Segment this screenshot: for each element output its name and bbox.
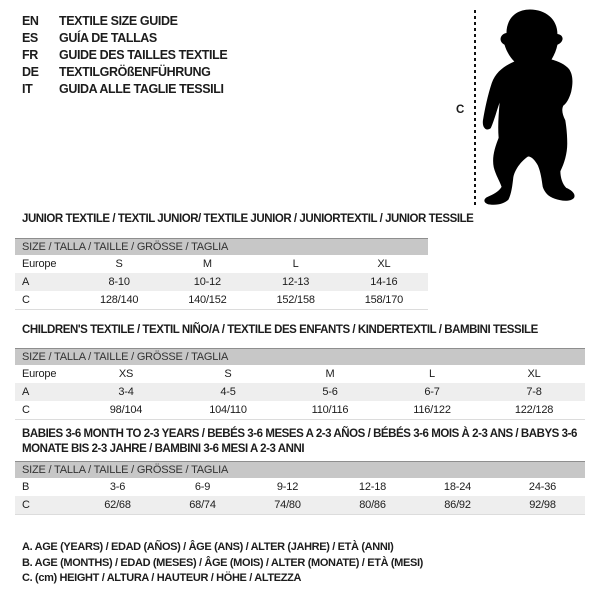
row-label: Europe — [22, 367, 57, 380]
cell-value: L — [429, 367, 435, 380]
row-label: Europe — [22, 257, 57, 270]
size-section — [15, 212, 578, 310]
cell-value: 9-12 — [276, 481, 299, 493]
table-row — [15, 496, 585, 514]
cell-value: 110/116 — [311, 403, 349, 416]
language-row — [22, 47, 227, 64]
language-code: DE — [22, 65, 39, 79]
language-row — [22, 30, 227, 47]
cell-value: XL — [527, 367, 541, 380]
row-label: C — [22, 293, 30, 306]
footnote-line: B. AGE (MONTHS) / EDAD (MESES) / ÂGE (MOIS) / ALTER (MONATE) / ETÀ (MESI) — [22, 556, 423, 569]
size-header-bar: SIZE / TALLA / TAILLE / GRÖSSE / TAGLIA — [15, 461, 585, 478]
row-label: C — [22, 499, 30, 511]
size-section — [15, 427, 585, 515]
cell-value: 6-9 — [194, 481, 211, 493]
cell-value: 140/152 — [188, 293, 227, 306]
cell-value: XS — [118, 367, 134, 380]
height-measure-dashed-line — [474, 10, 476, 207]
cell-value: 122/128 — [514, 403, 554, 416]
table-row — [15, 291, 428, 309]
section-title: BABIES 3-6 MONTH TO 2-3 YEARS / BEBÉS 3-6 MESES A 2-3 AÑOS / BÉBÉS 3-6 MOIS À 2-3 ANS / BABYS 3-6 MONATE BIS 2-3 JAHRE / BAMBINI 3-6 MESI A 2-3 ANNI — [22, 428, 577, 455]
measure-footnotes — [22, 540, 423, 587]
size-header-bar: SIZE / TALLA / TAILLE / GRÖSSE / TAGLIA — [15, 238, 428, 255]
cell-value: 24-36 — [528, 481, 557, 493]
language-title: GUIDE DES TAILLES TEXTILE — [59, 48, 228, 62]
cell-value: 18-24 — [443, 481, 472, 493]
language-code: FR — [22, 48, 38, 62]
cell-value: 74/80 — [274, 499, 301, 511]
cell-value: 8-10 — [108, 275, 130, 288]
cell-value: 12-18 — [358, 481, 387, 493]
size-table — [15, 348, 585, 420]
cell-value: 14-16 — [370, 275, 398, 288]
language-title: GUIDA ALLE TAGLIE TESSILI — [59, 82, 224, 96]
language-title-list — [22, 13, 227, 98]
cell-value: XL — [377, 257, 391, 270]
cell-value: 152/158 — [276, 293, 315, 306]
cell-value: 10-12 — [193, 275, 221, 288]
section-title: JUNIOR TEXTILE / TEXTIL JUNIOR/ TEXTILE JUNIOR / JUNIORTEXTIL / JUNIOR TESSILE — [22, 213, 474, 225]
cell-value: 92/98 — [529, 499, 556, 511]
table-row — [15, 383, 585, 401]
cell-value: 5-6 — [322, 385, 338, 398]
cell-value: 86/92 — [444, 499, 471, 511]
size-header-bar: SIZE / TALLA / TAILLE / GRÖSSE / TAGLIA — [15, 348, 585, 365]
language-code: EN — [22, 14, 39, 28]
size-section — [15, 323, 585, 420]
cell-value: 6-7 — [424, 385, 440, 398]
size-table — [15, 238, 428, 310]
cell-value: 4-5 — [220, 385, 236, 398]
height-measure-label: C — [456, 104, 465, 116]
cell-value: 12-13 — [282, 275, 310, 288]
cell-value: 98/104 — [109, 403, 143, 416]
language-title: TEXTILE SIZE GUIDE — [59, 14, 178, 28]
language-title: GUÍA DE TALLAS — [59, 31, 157, 45]
language-code: IT — [22, 82, 33, 96]
table-row — [15, 273, 428, 291]
cell-value: 3-6 — [109, 481, 126, 493]
cell-value: 158/170 — [364, 293, 404, 306]
cell-value: 68/74 — [189, 499, 216, 511]
cell-value: 7-8 — [526, 385, 542, 398]
table-row — [15, 255, 428, 273]
footnote-line: C. (cm) HEIGHT / ALTURA / HAUTEUR / HÖHE / ALTEZZA — [22, 572, 302, 584]
cell-value: 80/86 — [359, 499, 386, 511]
row-label: B — [22, 481, 30, 493]
language-title: TEXTILGRÖßENFÜHRUNG — [59, 65, 211, 79]
language-row — [22, 81, 227, 98]
cell-value: M — [325, 367, 335, 380]
cell-value: S — [115, 257, 123, 270]
language-code: ES — [22, 31, 38, 45]
language-row — [22, 64, 227, 81]
cell-value: 116/122 — [413, 403, 451, 416]
language-row — [22, 13, 227, 30]
row-label: C — [22, 403, 30, 416]
table-row — [15, 478, 585, 496]
table-row — [15, 401, 585, 419]
cell-value: S — [224, 367, 232, 380]
cell-value: L — [292, 257, 299, 270]
cell-value: 62/68 — [104, 499, 131, 511]
row-label: A — [22, 275, 30, 288]
cell-value: 128/140 — [99, 293, 139, 306]
table-row — [15, 365, 585, 383]
footnote-line: A. AGE (YEARS) / EDAD (AÑOS) / ÂGE (ANS) / ALTER (JAHRE) / ETÀ (ANNI) — [22, 541, 394, 553]
cell-value: 104/110 — [209, 403, 247, 416]
section-title: CHILDREN'S TEXTILE / TEXTIL NIÑO/A / TEXTILE DES ENFANTS / KINDERTEXTIL / BAMBINI TESSILE — [22, 324, 538, 336]
baby-silhouette-icon — [481, 8, 579, 210]
row-label: A — [22, 385, 30, 398]
cell-value: M — [202, 257, 212, 270]
size-table — [15, 461, 585, 515]
cell-value: 3-4 — [118, 385, 134, 398]
